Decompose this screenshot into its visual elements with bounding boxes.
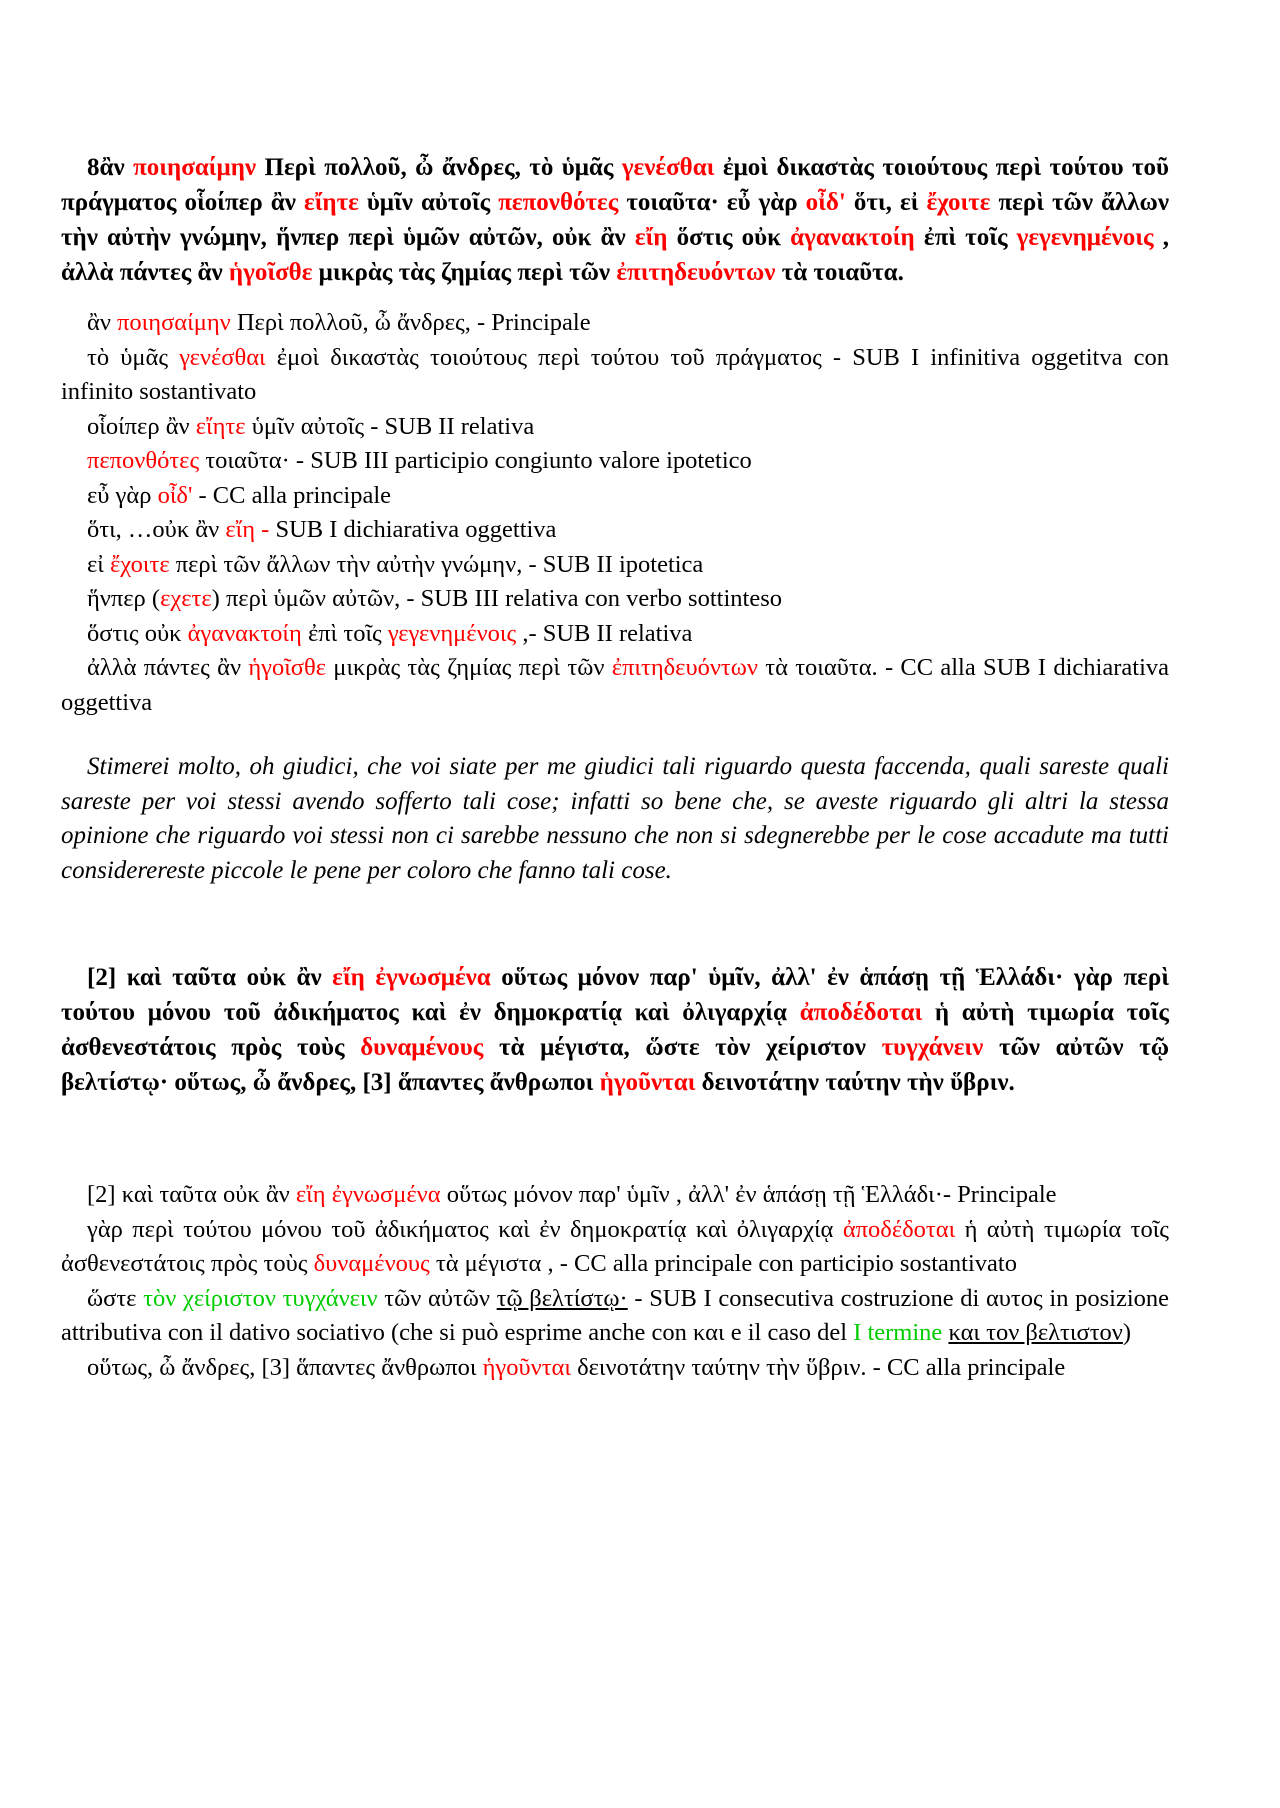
text-run: ἐμοὶ δικαστὰς τοιούτους περὶ τούτου τοῦ πράγματος οἷοίπερ ἂν (61, 154, 1169, 216)
highlighted-verb: τυγχάνειν (881, 1034, 984, 1061)
highlighted-verb: εἴη (634, 224, 668, 251)
text-run: ἥνπερ ( (87, 585, 161, 612)
text-run: τῶν αὐτῶν τῷ βελτίστῳ· οὕτως, ὦ ἄνδρες, [3] ἅπαντες ἄνθρωποι (61, 1034, 1169, 1096)
text-run: γὰρ περὶ τούτου μόνου τοῦ ἀδικήματος καὶ ἐν δημοκρατίᾳ καὶ ὀλιγαρχίᾳ (87, 1215, 843, 1243)
text-run: [2] καὶ ταῦτα οὐκ ἂν (87, 964, 333, 991)
analysis-line (61, 306, 1169, 341)
text-run: τὰ τοιαῦτα. - CC alla SUB I dichiarativa oggettiva (61, 654, 1169, 716)
analysis-block-2 (61, 1178, 1169, 1385)
highlighted-verb: εἴητε (195, 412, 246, 440)
underlined-phrase: τῷ βελτίστῳ· (496, 1284, 628, 1312)
highlighted-verb: εἴη - (225, 516, 270, 543)
analysis-block-1 (61, 306, 1169, 720)
highlighted-phrase: τὸν χείριστον τυγχάνειν (143, 1284, 378, 1312)
text-run: ὑμῖν αὐτοῖς - SUB II relativa (245, 412, 535, 440)
text-run: ὥστε (87, 1284, 144, 1312)
highlighted-verb: ἐπιτηδευόντων (616, 259, 776, 286)
text-run: ὑμῖν αὐτοῖς (358, 189, 499, 216)
text-run: εἰ (87, 550, 111, 578)
text-run: ἡ αὐτὴ τιμωρία τοῖς ἀσθενεστάτοις πρὸς τοὺς (61, 1215, 1169, 1277)
analysis-line (61, 1213, 1169, 1282)
text-run: περὶ τῶν ἄλλων τὴν αὐτὴν γνώμην, ἥνπερ περὶ ὑμῶν αὐτῶν, οὐκ ἂν (61, 189, 1169, 251)
text-run: ὅτι, …οὐκ ἂν (87, 516, 226, 543)
highlighted-verb: πεπονθότες (498, 189, 619, 216)
text-run: τὰ μέγιστα , - CC alla principale con participio sostantivato (429, 1250, 1017, 1277)
highlighted-verb: εχετε (160, 585, 212, 612)
text-run: οὕτως μόνον παρ' ὑμῖν, ἀλλ' ἐν ἁπάσῃ τῇ Ἑλλάδι· γὰρ περὶ τούτου μόνου τοῦ ἀδικήματος καὶ ἐν δημοκρατίᾳ καὶ ὀλιγαρχίᾳ (61, 964, 1169, 1026)
highlighted-verb: δυναμένους (313, 1250, 430, 1277)
text-run: ,- SUB II relativa (516, 619, 693, 647)
text-run: - CC alla principale (192, 481, 392, 509)
text-run: [2] καὶ ταῦτα οὐκ ἂν (87, 1181, 296, 1208)
analysis-line (61, 444, 1169, 479)
highlighted-verb: ἀποδέδοται (799, 999, 923, 1026)
highlighted-verb: ἡγοῦνται (482, 1353, 571, 1381)
text-run: ὅστις οὐκ (87, 619, 188, 647)
highlighted-verb: εἴητε (303, 189, 359, 216)
text-run: περὶ τῶν ἄλλων τὴν αὐτὴν γνώμην, - SUB II ipotetica (169, 550, 704, 578)
greek-passage-1 (61, 150, 1169, 290)
analysis-line (61, 341, 1169, 410)
highlighted-phrase: I termine (853, 1319, 943, 1346)
highlighted-verb: ἀγανακτοίη (187, 619, 302, 647)
text-run: τῶν αὐτῶν (377, 1284, 497, 1312)
text-run: οὕτως, ὦ ἄνδρες, [3] ἅπαντες ἄνθρωποι (87, 1353, 483, 1381)
highlighted-verb: ποιησαίμην (117, 309, 231, 336)
analysis-line (61, 1178, 1169, 1213)
text-run: τὰ μέγιστα, ὥστε τὸν χείριστον (483, 1034, 882, 1061)
spacer (61, 888, 1169, 960)
highlighted-verb: ἀγανακτοίη (790, 224, 915, 251)
spacer (61, 290, 1169, 306)
text-run: μικρὰς τὰς ζημίας περὶ τῶν (326, 654, 612, 681)
text-run: ἂν (99, 154, 134, 181)
text-run: οἷοίπερ ἂν (87, 412, 196, 440)
text-run: οὕτως μόνον παρ' ὑμῖν , ἀλλ' ἐν ἁπάσῃ τῇ Ἑλλάδι·- Principale (440, 1181, 1057, 1208)
highlighted-verb: ἔχοιτε (110, 550, 170, 578)
highlighted-verb: δυναμένους (360, 1034, 484, 1061)
analysis-line (61, 582, 1169, 617)
highlighted-verb: γεγενημένοις (1016, 224, 1154, 251)
text-run: ἀλλὰ πάντες ἂν (87, 654, 249, 681)
text-run: τοιαῦτα· εὖ γὰρ (618, 189, 806, 216)
highlighted-verb: γενέσθαι (179, 343, 266, 371)
text-run: τοιαῦτα· - SUB III participio congiunto valore ipotetico (199, 447, 752, 474)
text-run: εὖ γὰρ (87, 481, 158, 509)
text-run: ἐμοὶ δικαστὰς τοιούτους περὶ τούτου τοῦ πράγματος - SUB I infinitiva oggetitva con infinito sostantivato (61, 343, 1169, 405)
text-run: ὅστις οὐκ (667, 224, 791, 251)
highlighted-verb: ἡγοῖσθε (228, 259, 313, 286)
highlighted-verb: οἶδ' (805, 189, 846, 216)
analysis-line (61, 1282, 1169, 1351)
highlighted-verb: ἔχοιτε (926, 189, 991, 216)
text-run: SUB I dichiarativa oggettiva (269, 516, 557, 543)
greek-passage-2 (61, 960, 1169, 1100)
analysis-line (61, 1351, 1169, 1386)
text-run: δεινοτάτην ταύτην τὴν ὕβριν. - CC alla principale (570, 1353, 1066, 1381)
highlighted-verb: ἀποδέδοται (842, 1215, 956, 1243)
text-run: ἐπὶ τοῖς (914, 224, 1017, 251)
spacer (61, 1100, 1169, 1178)
highlighted-verb: πεπονθότες (87, 447, 200, 474)
highlighted-verb: εἴη ἐγνωσμένα (332, 964, 491, 991)
highlighted-verb: ποιησαίμην (133, 154, 257, 181)
highlighted-verb: ἐπιτηδευόντων (611, 654, 758, 681)
text-run: , ἀλλὰ πάντες ἂν (61, 224, 1170, 286)
text-run: Περὶ πολλοῦ, ὦ ἄνδρες, τὸ ὑμᾶς (256, 154, 622, 181)
document-page (61, 150, 1169, 1385)
text-run: τὸ ὑμᾶς (87, 343, 180, 371)
analysis-line (61, 617, 1169, 652)
text-run: ἡ αὐτὴ τιμωρία τοῖς ἀσθενεστάτοις πρὸς τοὺς (61, 999, 1169, 1061)
text-run: τὰ τοιαῦτα. (775, 259, 904, 286)
analysis-line (61, 548, 1169, 583)
analysis-line (61, 479, 1169, 514)
section-number: 8 (87, 154, 100, 181)
underlined-phrase: και τον βελτιστον (948, 1319, 1123, 1346)
highlighted-verb: γενέσθαι (621, 154, 715, 181)
spacer (61, 720, 1169, 750)
text-run: ὅτι, εἰ (845, 189, 927, 216)
text-run: ἂν (87, 309, 118, 336)
text-run: δεινοτάτην ταύτην τὴν ὕβριν. (695, 1069, 1015, 1096)
highlighted-verb: οἶδ' (157, 481, 193, 509)
text-run: ) περὶ ὑμῶν αὐτῶν, - SUB III relativa con verbo sottinteso (211, 585, 782, 612)
text-run: μικρὰς τὰς ζημίας περὶ τῶν (312, 259, 617, 286)
analysis-line (61, 410, 1169, 445)
highlighted-verb: ἡγοῦνται (599, 1069, 696, 1096)
text-run: - SUB I consecutiva costruzione di αυτος in posizione attributiva con il dativo sociativo (che si può esprime anche con και e il caso del (61, 1284, 1170, 1346)
highlighted-verb: εἴη ἐγνωσμένα (295, 1181, 441, 1208)
italian-translation-1: Stimerei molto, oh giudici, che voi siate per me giudici tali riguardo questa faccenda, quali sareste quali sareste per voi stessi avendo sofferto tali cose; infatti so bene che, se aveste riguardo gli altri la stessa opinione che riguardo voi stessi non ci sarebbe nessuno che non si sdegnerebbe per le cose accadute ma tutti considerereste piccole le pene per coloro che fanno tali cose. (61, 753, 1169, 884)
highlighted-verb: γεγενημένοις (387, 619, 517, 647)
text-run: Περὶ πολλοῦ, ὦ ἄνδρες, - Principale (230, 309, 591, 336)
text-run: ) (1122, 1319, 1132, 1346)
highlighted-verb: ἡγοῖσθε (248, 654, 327, 681)
analysis-line (61, 513, 1169, 548)
analysis-line (61, 651, 1169, 720)
text-run: ἐπὶ τοῖς (301, 619, 388, 647)
